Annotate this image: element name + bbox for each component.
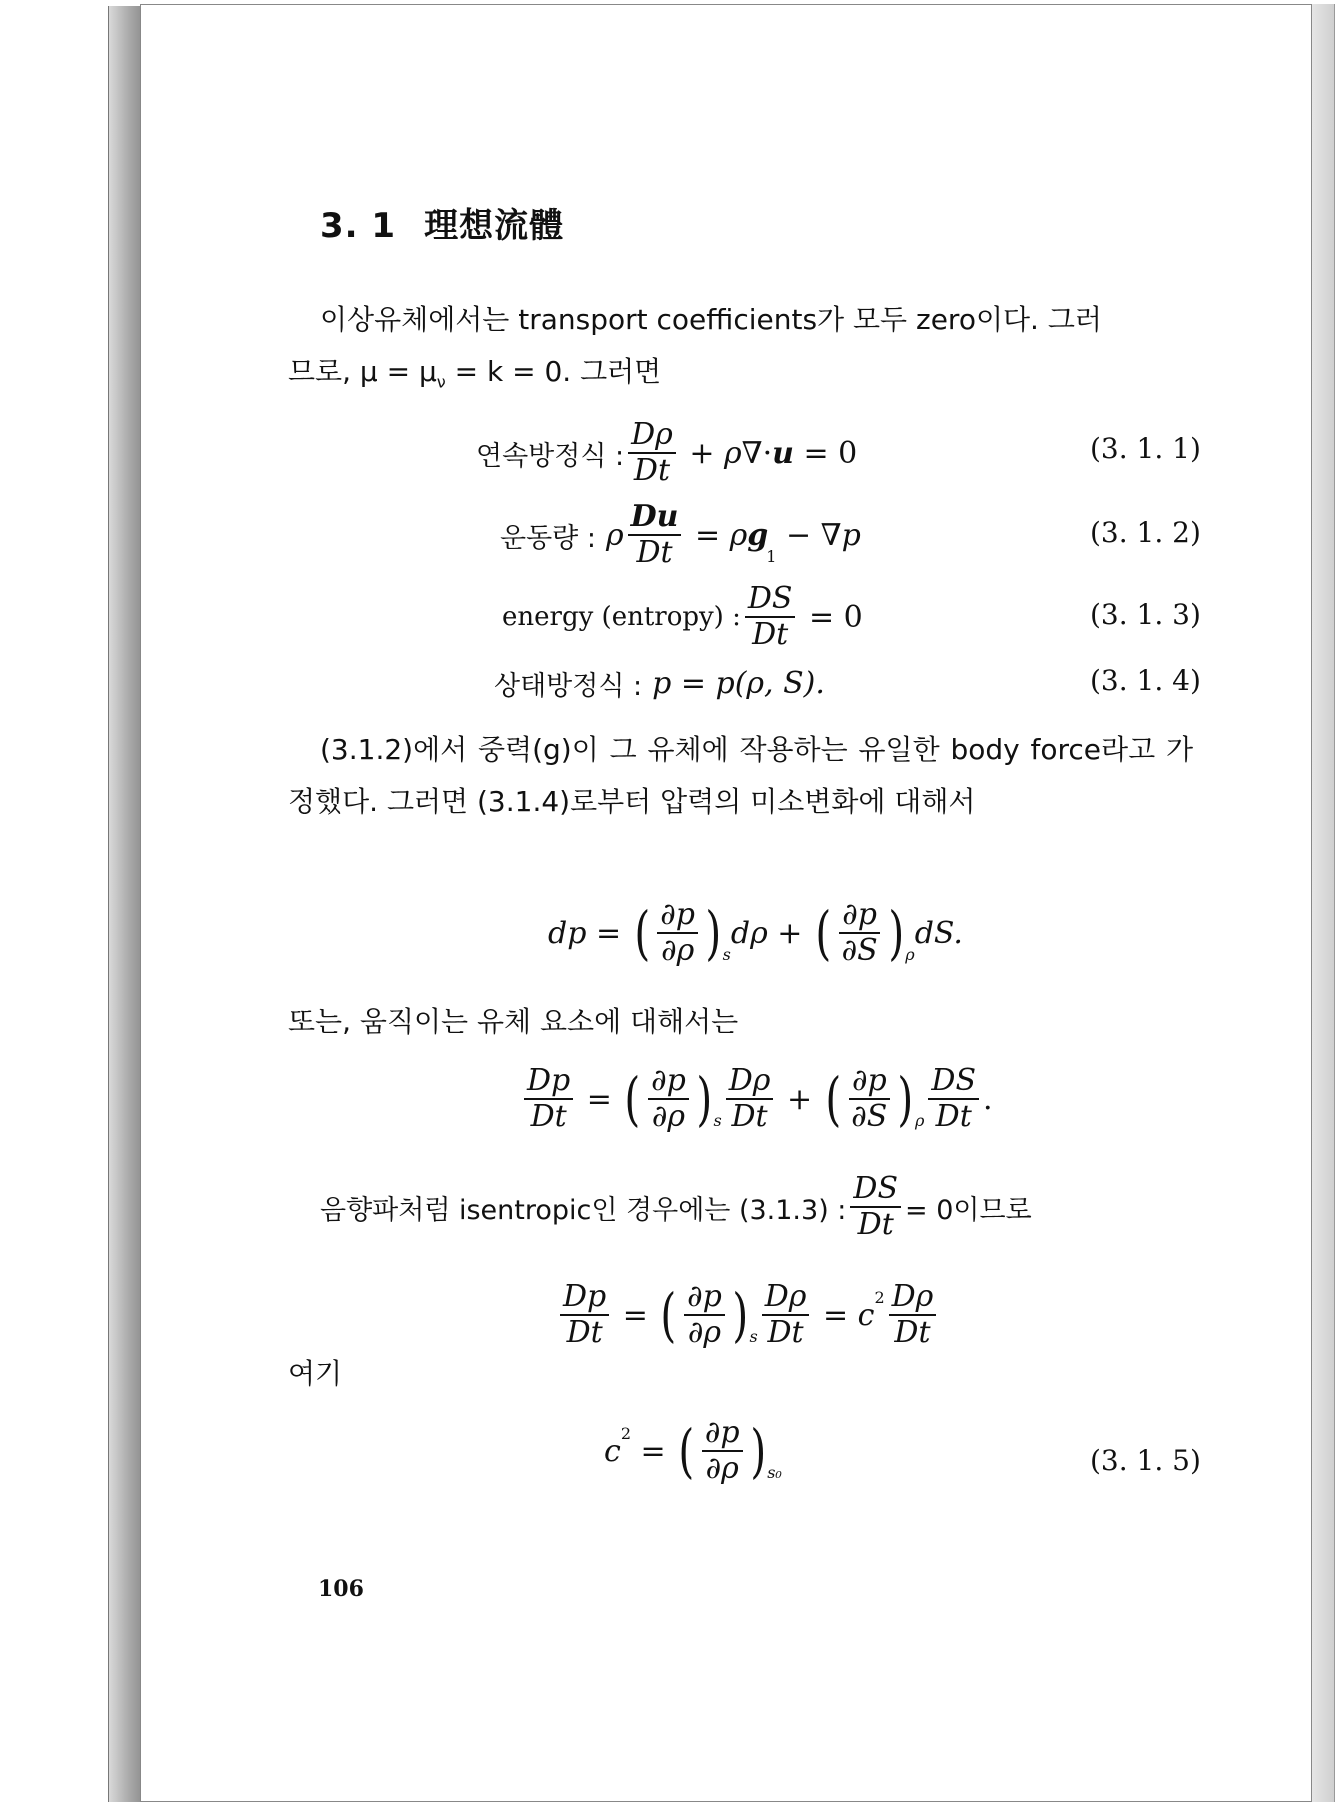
eq-number-5: (3. 1. 5) — [1090, 1444, 1201, 1477]
eq-number-2: (3. 1. 2) — [1090, 516, 1201, 549]
equation-sound-speed-relation: $\frac{Dp}{Dt}$ = ( $\frac{\partial p}{\partial\rho}$ ) s $\frac{D\rho}{Dt}$ = c 2 $\frac{D\rho}{Dt}$ — [556, 1280, 940, 1350]
paragraph-isentropic: 음향파처럼 isentropic인 경우에는 (3.1.3) : $\frac{DS}{Dt}$ = 0이므로 — [320, 1171, 1032, 1242]
book-spine — [108, 6, 143, 1802]
isentropic-text-end: = 0이므로 — [905, 1194, 1032, 1226]
equation-material-derivative: $\frac{Dp}{Dt}$ = ( $\frac{\partial p}{\partial\rho}$ ) s $\frac{D\rho}{Dt}$ + ( $\frac{\partial p}{\partial S}$ ) ρ $\frac{DS}{Dt}$ . — [520, 1064, 993, 1134]
intro-line-2-rest: = k = 0. 그러면 — [445, 355, 662, 388]
paragraph-moving-element — [288, 996, 1193, 1048]
eq2-label: 운동량 : — [500, 522, 596, 554]
eq1-label: 연속방정식 : — [476, 440, 625, 472]
intro-mu-subscript: ν — [436, 372, 446, 392]
gravity-text: (3.1.2)에서 중력(g)이 그 유체에 작용하는 유일한 body force라고 가정했다. 그러면 (3.1.4)로부터 압력의 미소변화에 대해서 — [288, 733, 1193, 818]
equation-dp: dp = ( $\frac{\partial p}{\partial\rho}$ ) s dρ + ( $\frac{\partial p}{\partial S}$ ) ρ dS. — [548, 897, 963, 968]
section-number: 3. 1 — [320, 206, 397, 246]
paragraph-where — [288, 1348, 1193, 1400]
eq4-label: 상태방정식 : — [494, 671, 643, 702]
equation-momentum: 운동량 : ρ $\frac{Du}{Dt}$ = ρ g 1 − ∇ p — [500, 499, 861, 570]
section-heading — [320, 198, 564, 247]
intro-line-1: 이상유체에서는 transport coefficients가 모두 zero이다. 그러 — [320, 303, 1102, 336]
eq-number-3: (3. 1. 3) — [1090, 598, 1201, 631]
equation-sound-speed: c 2 = ( $\frac{\partial p}{\partial\rho}$ ) s₀ — [604, 1415, 782, 1486]
section-title: 理想流體 — [424, 206, 565, 246]
intro-line-2: 므로, μ = μ — [288, 355, 437, 388]
where-text: 여기 — [288, 1357, 343, 1390]
paragraph-intro — [288, 294, 1193, 409]
page-number: 106 — [318, 1576, 364, 1602]
moving-element-text: 또는, 움직이는 유체 요소에 대해서는 — [288, 1005, 739, 1038]
equation-continuity: 연속방정식 : $\frac{D\rho}{Dt}$ + ρ ∇· u = 0 — [476, 417, 858, 488]
page-right-edge — [1312, 4, 1335, 1802]
paragraph-gravity — [288, 724, 1193, 828]
eq-number-4: (3. 1. 4) — [1090, 664, 1201, 697]
eq-number-1: (3. 1. 1) — [1090, 432, 1201, 465]
eq4-body: p = p(ρ, S). — [652, 666, 825, 701]
eq3-label: energy (entropy) : — [502, 602, 741, 632]
isentropic-text: 음향파처럼 isentropic인 경우에는 (3.1.3) : — [320, 1194, 847, 1226]
equation-state — [494, 664, 825, 703]
equation-energy: energy (entropy) : $\frac{DS}{Dt}$ = 0 — [502, 581, 863, 652]
